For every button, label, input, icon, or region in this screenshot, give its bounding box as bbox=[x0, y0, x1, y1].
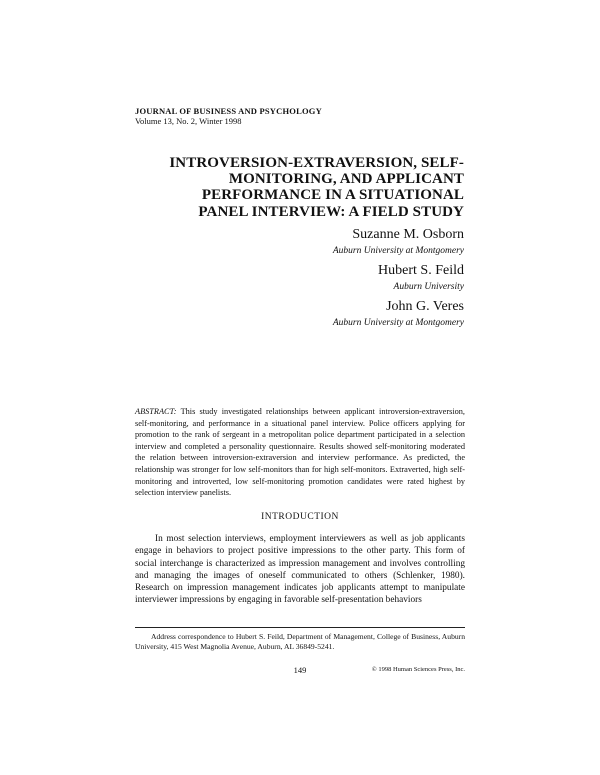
author-name: Suzanne M. Osborn bbox=[352, 227, 464, 242]
copyright: © 1998 Human Sciences Press, Inc. bbox=[371, 666, 465, 673]
journal-volume: Volume 13, No. 2, Winter 1998 bbox=[135, 116, 242, 126]
abstract bbox=[135, 406, 465, 499]
author-affiliation: Auburn University at Montgomery bbox=[332, 318, 464, 328]
section-heading: INTRODUCTION bbox=[261, 512, 339, 522]
abstract-label: ABSTRACT: bbox=[135, 407, 177, 416]
author-affiliation: Auburn University at Montgomery bbox=[332, 246, 464, 256]
author-name: John G. Veres bbox=[386, 299, 464, 314]
abstract-text: This study investigated relationships between applicant introversion-extraversion, self-monitoring, and performance in a situational panel interview. Police officers applying for promotion to the rank of sergeant in a metropolitan police department participated in a selection interview and completed a personality questionnaire. Results showed self-monitoring moderated the relation between introversion-extraversion and interview performance. As predicted, the relationship was stronger for low self-monitors than for high self-monitors. Extraverted, high self-monitoring and introverted, low self-monitoring promotion candidates were rated highest by selection interview panelists. bbox=[135, 407, 465, 498]
author-name: Hubert S. Feild bbox=[378, 263, 464, 278]
paper-title: INTROVERSION-EXTRAVERSION, SELF-MONITORING, AND APPLICANT PERFORMANCE IN A SITUATIONAL PANEL INTERVIEW: A FIELD STUDY bbox=[169, 155, 464, 220]
page-number: 149 bbox=[293, 665, 307, 675]
footnote: Address correspondence to Hubert S. Feild, Department of Management, College of Business, Auburn University, 415 West Magnolia Avenue, Auburn, AL 36849-5241. bbox=[135, 632, 465, 651]
journal-header bbox=[135, 106, 322, 126]
author-block bbox=[333, 226, 464, 257]
intro-paragraph: In most selection interviews, employment interviewers as well as job applicants engage in behaviors to project positive impressions to the other party. This form of social interchange is characterized as impression management and involves controlling and managing the images of oneself communicated to others (Schlenker, 1980). Research on impression management indicates job applicants attempt to manipulate interviewer impressions by engaging in favorable self-presentation behaviors bbox=[135, 534, 465, 606]
footnote-divider bbox=[135, 627, 465, 628]
journal-name: JOURNAL OF BUSINESS AND PSYCHOLOGY bbox=[135, 106, 322, 116]
author-block bbox=[378, 262, 464, 293]
author-block bbox=[333, 298, 464, 329]
author-affiliation: Auburn University bbox=[393, 282, 464, 292]
